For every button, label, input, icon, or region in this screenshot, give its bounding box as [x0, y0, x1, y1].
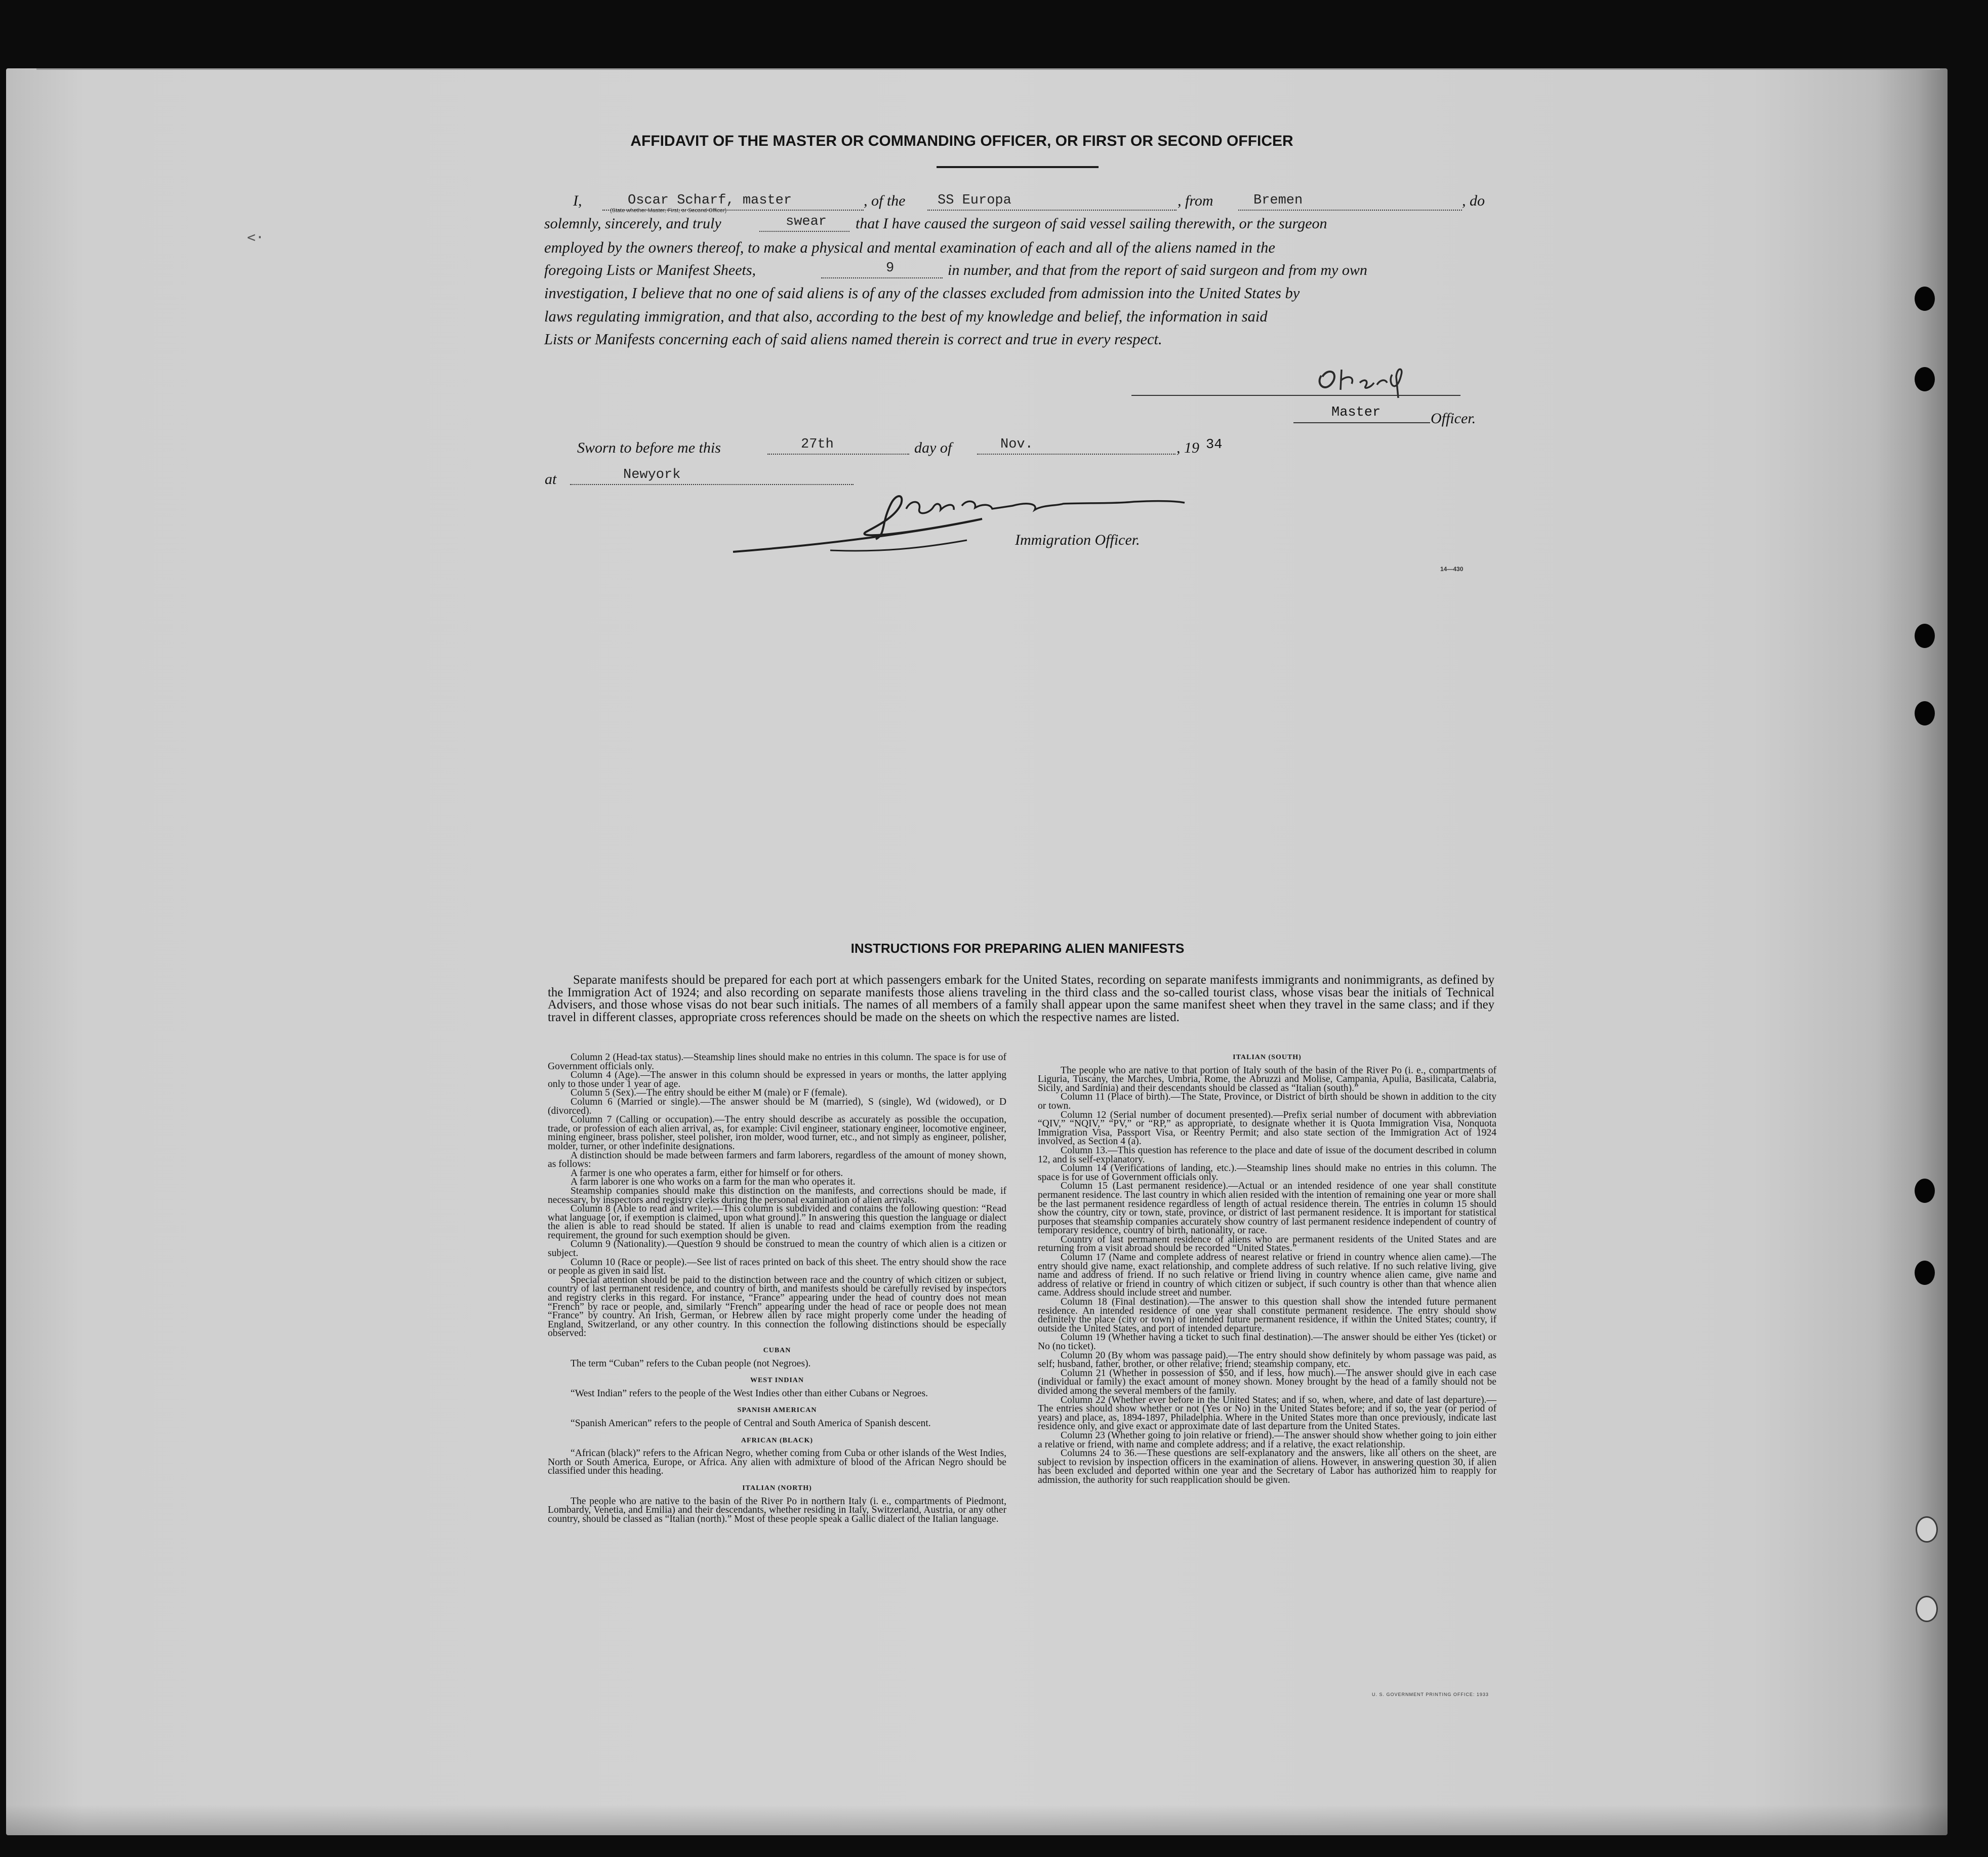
- officer-name-value: Oscar Scharf, master: [628, 193, 792, 208]
- binder-hole-icon: [1916, 1516, 1938, 1543]
- form-number: 14—430: [1440, 566, 1464, 573]
- sworn-month-field: [977, 435, 1175, 455]
- officer-note: (State whether Master, First, or Second Officer): [610, 208, 727, 214]
- column-19-instruction: Column 19 (Whether having a ticket to such final destination).—The answer should be either Yes (ticket) or No (no ticket).: [1038, 1332, 1496, 1352]
- steamship-distinction: Steamship companies should make this distinction on the manifests, and corrections should be made, if necessary, by inspectors and registry clerks during the personal examination of alien arrivals.: [548, 1185, 1006, 1205]
- west-indian-heading: WEST INDIAN: [750, 1377, 804, 1385]
- column-4-instruction: Column 4 (Age).—The answer in this column should be expressed in years or months, the latter applying only to those under 1 year of age.: [548, 1070, 1006, 1089]
- column-13-instruction: Column 13.—This question has reference to the place and date of issue of the document described in column 12, and is self-explanatory.: [1038, 1145, 1496, 1165]
- column-23-instruction: Column 23 (Whether going to join relative or friend).—The answer should show whether going to join either a relative or friend, with name and complete address; and if a relative, the exact relationship.: [1038, 1430, 1496, 1450]
- cuban-heading: CUBAN: [763, 1347, 791, 1354]
- rank-line: [1293, 422, 1430, 423]
- top-fold-line: [36, 68, 1940, 70]
- instructions-left-column: [548, 1053, 1006, 1523]
- immigration-label: Immigration Officer.: [1015, 532, 1140, 548]
- farm-laborer-definition: A farm laborer is one who works on a farm for the man who operates it.: [571, 1177, 856, 1188]
- from-label: , from: [1178, 192, 1213, 209]
- line2-pre: solemnly, sincerely, and truly: [544, 215, 721, 232]
- binder-hole-icon: [1915, 1179, 1935, 1203]
- binder-hole-icon: [1915, 624, 1935, 648]
- west-indian-definition: “West Indian” refers to the people of the West Indies other than either Cubans or Negroes.: [571, 1388, 928, 1399]
- sworn-label: Sworn to before me this: [577, 439, 721, 456]
- affidavit-title: AFFIDAVIT OF THE MASTER OR COMMANDING OFFICER, OR FIRST OR SECOND OFFICER: [630, 133, 1293, 149]
- african-definition: “African (black)” refers to the African Negro, whether coming from Cuba or other islands of the West Indies, North or South America, Europe, or Africa. Any alien with admixture of blood of the African Negro should be classified under this heading.: [548, 1448, 1006, 1477]
- column-15-instruction: Column 15 (Last permanent residence).—Actual or an intended residence of one year shall constitute permanent residence. The last country in which alien resided with the intention of remaining one year or more shall be the last permanent residence regardless of length of actual residence therein. The entries in column 15 should show the country, city or town, state, province, or district of last permanent residence. It is important for statistical purposes that steamship companies accurately show country of last permanent residence independent of country of temporary residence, country of birth, nationality, or race.: [1038, 1181, 1496, 1236]
- italian-north-heading: ITALIAN (NORTH): [742, 1484, 812, 1492]
- sheet-count-value: 9: [886, 261, 895, 276]
- place-value: Newyork: [623, 467, 681, 482]
- column-14-instruction: Column 14 (Verifications of landing, etc.).—Steamship lines should make no entries in this column. The space is for use of Government officials only.: [1038, 1163, 1496, 1183]
- farmer-definition: A farmer is one who operates a farm, either for himself or for others.: [571, 1167, 843, 1179]
- officer-label: Officer.: [1431, 410, 1476, 427]
- oath-field: [759, 213, 849, 232]
- column-17-instruction: Column 17 (Name and complete address of nearest relative or friend in country whence alien came).—The entry should give name, exact relationship, and complete address of such relative. If no such relative living, give name and address of friend. If no such relative or friend living in country whence alien came, give name and address of relative or friend in country of which citizen or subject, if such country is other than that whence alien came. Address should include street and number.: [1038, 1252, 1496, 1299]
- margin-mark: <·: [247, 229, 264, 246]
- column-20-instruction: Column 20 (By whom was passage paid).—The entry should show definitely by whom passage was paid, as self; husband, father, brother, or other relative; friend; steamship company, etc.: [1038, 1350, 1496, 1370]
- italian-north-definition: The people who are native to the basin of the River Po in northern Italy (i. e., compartments of Piedmont, Lombardy, Venetia, and Emilia) and their descendants, whether residing in Italy, Switzerland, Austria, or any other country, should be classed as “Italian (north).” Most of these people speak a Gallic dialect of the Italian language.: [548, 1496, 1006, 1524]
- page-edge-shadow: [1874, 68, 1948, 1835]
- do-label: , do: [1462, 192, 1485, 209]
- italian-south-heading: ITALIAN (SOUTH): [1233, 1054, 1302, 1061]
- column-7-instruction: Column 7 (Calling or occupation).—The entry should describe as accurately as possible the occupation, trade, or profession of each alien arrival, as, for example: Civil engineer, stationary engineer, locomotive engineer, mining engineer, brass polisher, steel polisher, iron molder, wood turner, etc., and not simply as engineer, polisher, molder, turner, or other indefinite designations.: [548, 1114, 1006, 1152]
- port-field: [1238, 191, 1462, 211]
- italian-south-definition: The people who are native to that portion of Italy south of the basin of the River Po (i. e., compartments of Liguria, Tuscany, the Marches, Umbria, Rome, the Abruzzi and Molise, Campania, Apulia, Basilicata, Calabria, Sicily, and Sardinia) and their descendants should be classed as “Italian (south).”: [1038, 1065, 1496, 1094]
- rank-value: Master: [1331, 405, 1381, 420]
- binder-hole-icon: [1916, 1596, 1938, 1622]
- place-field: [570, 466, 854, 485]
- affidavit-line-7: Lists or Manifests concerning each of said aliens named therein is correct and true in every respect.: [544, 331, 1162, 348]
- binder-hole-icon: [1915, 1261, 1935, 1285]
- master-signature-line: [1131, 395, 1460, 396]
- column-5-instruction: Column 5 (Sex).—The entry should be either M (male) or F (female).: [571, 1087, 847, 1099]
- line4-post: in number, and that from the report of said surgeon and from my own: [948, 262, 1367, 278]
- cuban-definition: The term “Cuban” refers to the Cuban people (not Negroes).: [571, 1358, 811, 1369]
- at-label: at: [545, 471, 557, 488]
- column-12-instruction: Column 12 (Serial number of document presented).—Prefix serial number of document with abbreviation “QIV,” “NQIV,” “PV,” or “RP,” as appropriate, to designate whether it is Quota Immigration Visa, Nonquota Immigration Visa, Passport Visa, or Reentry Permit; and also state section of the Immigration Act of 1924 involved, as Section 4 (a).: [1038, 1109, 1496, 1147]
- column-18-instruction: Column 18 (Final destination).—The answer to this question shall show the intended future permanent residence. An intended residence of one year shall constitute permanent residence. The entry should show definitely the place (city or town) of intended future permanent residence, if within the United States; country, if outside the United States, and port of intended departure.: [1038, 1297, 1496, 1334]
- column-22-instruction: Column 22 (Whether ever before in the United States; and if so, when, where, and date of last departure).—The entries should show whether or not (Yes or No) in the United States before; and if so, the year (or period of years) and place, as, 1894-1897, Philadelphia. Where in the United States more than once previously, indicate last residence only, and give exact or approximate date of last departure from the United States.: [1038, 1394, 1496, 1432]
- year-suffix: 34: [1206, 437, 1223, 453]
- special-attention-note: Special attention should be paid to the distinction between race and the country of which citizen or subject, country of last permanent residence, and country of birth, and manifests should be carefully revised by inspectors and registry clerks in this regard. For instance, “France” appearing under the head of country does not mean “French” by race or people, and, similarly “French” appearing under the head of race or people does not mean “France” by country. An Irish, German, or Hebrew alien by race might properly come under the heading of England, Switzerland, or any other country. In this connection the following distinctions should be especially observed:: [548, 1274, 1006, 1339]
- column-6-instruction: Column 6 (Married or single).—The answer should be M (married), S (single), Wd (widowed), or D (divorced).: [548, 1096, 1006, 1116]
- sworn-day-field: [767, 435, 909, 455]
- sworn-month-value: Nov.: [1000, 437, 1033, 452]
- columns-24-36-instruction: Columns 24 to 36.—These questions are self-explanatory and the answers, like all others on the sheet, are subject to revision by inspection officers in the examination of aliens. However, in answering question 30, if alien has been excluded and deported within one year and the Secretary of Labor has authorized him to reapply for admission, the authority for such reapplication should be given.: [1038, 1448, 1496, 1485]
- instructions-right-column: [1038, 1053, 1496, 1485]
- vessel-field: [927, 191, 1176, 211]
- affidavit-line-6: laws regulating immigration, and that also, according to the best of my knowledge and belief, the information in said: [544, 308, 1268, 325]
- farmer-distinction: A distinction should be made between farmers and farm laborers, regardless of the amount of money shown, as follows:: [548, 1150, 1006, 1170]
- line2-post: that I have caused the surgeon of said vessel sailing therewith, or the surgeon: [856, 215, 1327, 232]
- printing-office-note: U. S. GOVERNMENT PRINTING OFFICE: 1933: [1372, 1692, 1489, 1697]
- line4-pre: foregoing Lists or Manifest Sheets,: [544, 262, 756, 278]
- port-value: Bremen: [1253, 193, 1303, 208]
- affidavit-line-3: employed by the owners thereof, to make a physical and mental examination of each and all of the aliens named in the: [544, 239, 1275, 256]
- binder-hole-icon: [1915, 701, 1935, 725]
- instructions-title: INSTRUCTIONS FOR PREPARING ALIEN MANIFESTS: [850, 941, 1185, 956]
- year-prefix: , 19: [1176, 439, 1199, 456]
- column-9-instruction: Column 9 (Nationality).—Question 9 should be construed to mean the country of which alien is a citizen or subject.: [548, 1239, 1006, 1259]
- vessel-value: SS Europa: [938, 193, 1011, 208]
- instructions-intro: Separate manifests should be prepared for each port at which passengers embark for the United States, recording on separate manifests immigrants and nonimmigrants, as defined by the Immigration Act of 1924; and also recording on separate manifests those aliens traveling in the third class and the so-called tourist class, whose visas bear the initials of Technical Advisers, and those whose visas do not bear such initials. The names of all members of a family shall appear upon the same manifest sheet when they travel in the same class; and if they travel in different classes, appropriate cross references should be made on the sheets on which the respective names are listed.: [548, 973, 1494, 1024]
- column-11-instruction: Column 11 (Place of birth).—The State, Province, or District of birth should be shown in addition to the city or town.: [1038, 1092, 1496, 1111]
- affidavit-line-5: investigation, I believe that no one of said aliens is of any of the classes excluded from admission into the United States by: [544, 285, 1300, 302]
- african-heading: AFRICAN (BLACK): [741, 1436, 814, 1444]
- column-8-instruction: Column 8 (Able to read and write).—This column is subdivided and contains the following question: “Read what language [or, if exemption is claimed, upon what ground].” In answering this question the language or dialect the alien is able to read should be stated. If alien is unable to read and claims exemption from the reading requirement, the ground for such exemption should be given.: [548, 1203, 1006, 1241]
- column-21-instruction: Column 21 (Whether in possession of $50, and if less, how much).—The answer should give in each case (individual or family) the exact amount of money shown. Money brought by the head of a family should not be divided among the several members of the family.: [1038, 1367, 1496, 1396]
- spanish-american-heading: SPANISH AMERICAN: [737, 1406, 817, 1415]
- bottom-edge-shadow: [6, 1805, 1948, 1835]
- column-10-instruction: Column 10 (Race or people).—See list of races printed on back of this sheet. The entry should show the race or people as given in said list.: [548, 1257, 1006, 1277]
- i-label: I,: [573, 192, 582, 209]
- sheet-count-field: [821, 259, 943, 278]
- spanish-american-definition: “Spanish American” refers to the people of Central and South America of Spanish descent.: [571, 1418, 931, 1429]
- day-of-label: day of: [914, 439, 952, 456]
- binder-hole-icon: [1915, 367, 1935, 391]
- column-15-note: Country of last permanent residence of aliens who are permanent residents of the United States and are returning from a visit abroad should be recorded “United States.”: [1038, 1234, 1496, 1254]
- column-2-instruction: Column 2 (Head-tax status).—Steamship lines should make no entries in this column. The space is for use of Government officials only.: [548, 1052, 1006, 1072]
- master-signature: [1311, 354, 1433, 400]
- sworn-day-value: 27th: [801, 437, 834, 452]
- oath-value: swear: [786, 214, 827, 229]
- of-the-label: , of the: [864, 192, 906, 209]
- binder-hole-icon: [1915, 287, 1935, 311]
- title-rule: [937, 166, 1099, 168]
